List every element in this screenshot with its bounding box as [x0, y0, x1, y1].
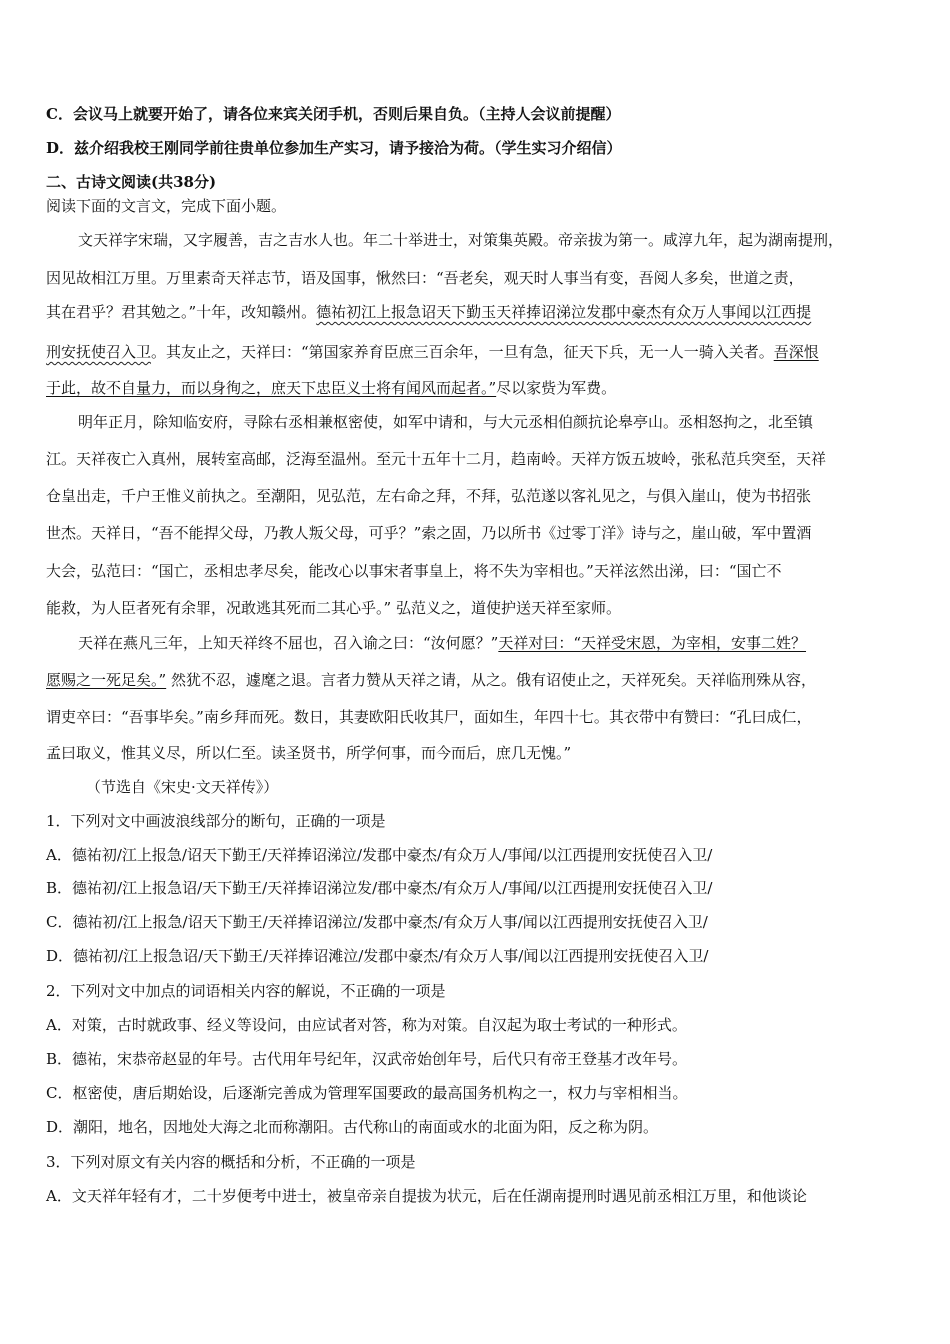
passage-line: 能救，为人臣者死有余罪，况敢逃其死而二其心乎。” 弘范义之，道使护送天祥至家师。: [46, 599, 621, 617]
question-3-option-a: A．文天祥年轻有才，二十岁便考中进士，被皇帝亲自提拔为状元，后在任湖南提刑时遇见前丞相江万里，和他谈论: [46, 1187, 807, 1205]
question-2-option-c: C．枢密使，唐后期始设，后逐渐完善成为管理军国要政的最高国务机构之一，权力与宰相相当。: [46, 1084, 688, 1102]
section-heading: 二、古诗文阅读(共38分): [46, 173, 217, 191]
passage-text: 其在君乎？君其勉之。”十年，改知赣州。: [46, 303, 317, 321]
question-2: 2．下列对文中加点的词语相关内容的解说，不正确的一项是: [46, 982, 446, 1000]
question-1-option-d: D．德祐初/江上报急诏/天下勤王/天祥捧诏滩泣/发郡中豪杰/有众万人事/闻以江西提刑安抚使召入卫/: [46, 947, 709, 965]
passage-line: 世杰。天祥日，“吾不能捍父母，乃教人叛父母，可乎？”索之固，乃以所书《过零丁洋》诗与之，崖山破，军中置酒: [46, 524, 812, 542]
passage-text: 尽以家赀为军费。: [496, 379, 617, 397]
passage-line: 孟曰取义，惟其义尽，所以仁至。读圣贤书，所学何事，而今而后，庶几无愧。”: [46, 744, 572, 762]
option-c-line: C．会议马上就要开始了，请各位来宾关闭手机，否则后果自负。（主持人会议前提醒）: [46, 105, 621, 123]
reading-instruction: 阅读下面的文言文，完成下面小题。: [46, 197, 287, 215]
passage-line: [46, 302, 811, 322]
passage-text: 天祥在燕凡三年，上知天祥终不屈也，召入谕之曰：“汝何愿？”: [78, 634, 499, 652]
passage-line: 仓皇出走，千户王惟义前执之。至潮阳，见弘范，左右命之拜，不拜，弘范遂以客礼见之，与俱入崖山，使为书招张: [46, 487, 812, 505]
passage-line: 明年正月，除知临安府，寻除右丞相兼枢密使，如军中请和，与大元丞相伯颜抗论皋亭山。丞相怒拘之，北至镇: [78, 413, 814, 431]
passage-text: 。其友止之，天祥曰：“第国家养育臣庶三百余年，一旦有急，征天下兵，无一人一骑入关者。: [151, 343, 774, 361]
question-1: 1．下列对文中画波浪线部分的断句，正确的一项是: [46, 812, 386, 830]
question-1-option-b: B．德祐初/江上报急诏/天下勤王/天祥捧诏涕泣发/郡中豪杰/有众万人/事闻/以江西提刑安抚使召入卫/: [46, 879, 713, 897]
passage-line: [46, 378, 616, 398]
underlined-text: 愿赐之一死足矣。”: [46, 671, 167, 689]
option-d-line: D．兹介绍我校王刚同学前往贵单位参加生产实习，请予接洽为荷。（学生实习介绍信）: [46, 139, 622, 157]
underlined-text: 吾深恨: [773, 343, 819, 361]
wavy-underlined-text: 德祐初江上报急诏天下勤玉天祥捧诏涕泣发郡中豪杰有众万人事闻以江西提: [316, 303, 812, 321]
passage-line: 文天祥字宋瑞，又字履善，吉之吉水人也。年二十举进士，对策集英殿。帝亲拔为第一。咸淳九年，起为湖南提刑，: [78, 231, 844, 249]
passage-line: 大会，弘范曰：“国亡，丞相忠孝尽矣，能改心以事宋者事皇上，将不失为宰相也。”天祥泫然出涕，曰：“国亡不: [46, 562, 782, 580]
passage-line: 江。天祥夜亡入真州，展转室高邮，泛海至温州。至元十五年十二月，趋南岭。天祥方饭五坡岭，张私范兵突至，天祥: [46, 450, 827, 468]
question-2-option-d: D．潮阳，地名，因地处大海之北而称潮阳。古代称山的南面或水的北面为阳，反之称为阴。: [46, 1118, 659, 1136]
question-1-option-a: A．德祐初/江上报急/诏天下勤王/天祥捧诏涕泣/发郡中豪杰/有众万人/事闻/以江西提刑安抚使召入卫/: [46, 846, 713, 864]
passage-line: [46, 670, 816, 690]
underlined-text: 于此，故不自量力，而以身徇之，庶天下忠臣义士将有闻风而起者。”: [46, 379, 497, 397]
passage-line: 因见故相江万里。万里素奇天祥志节，语及国事，愀然曰：“吾老矣，观天时人事当有变，吾阅人多矣，世道之责，: [46, 269, 804, 287]
passage-line: 谓吏卒曰：“吾事毕矣。”南乡拜而死。数日，其妻欧阳氏收其尸，面如生，年四十七。其衣带中有赞曰：“孔曰成仁，: [46, 708, 812, 726]
underlined-text: 天祥对曰：“天祥受宋恩，为宰相，安事二姓？: [498, 634, 807, 652]
passage-source: （节选自《宋史·文天祥传》）: [86, 778, 279, 796]
question-1-option-c: C．德祐初/江上报急/诏天下勤王/天祥捧诏涕泣/发郡中豪杰/有众万人事/闻以江西提刑安抚使召入卫/: [46, 913, 708, 931]
passage-line: [78, 633, 806, 653]
passage-text: 然犹不忍，遽麾之退。言者力赞从天祥之请，从之。俄有诏使止之，天祥死矣。天祥临刑殊从容，: [166, 671, 816, 689]
question-2-option-b: B．德祐，宋恭帝赵显的年号。古代用年号纪年，汉武帝始创年号，后代只有帝王登基才改年号。: [46, 1050, 688, 1068]
question-2-option-a: A．对策，古时就政事、经义等设问，由应试者对答，称为对策。自汉起为取士考试的一种形式。: [46, 1016, 687, 1034]
question-3: 3．下列对原文有关内容的概括和分析，不正确的一项是: [46, 1153, 416, 1171]
passage-line: [46, 342, 819, 362]
wavy-underlined-text: 刑安抚使召入卫: [46, 343, 152, 361]
